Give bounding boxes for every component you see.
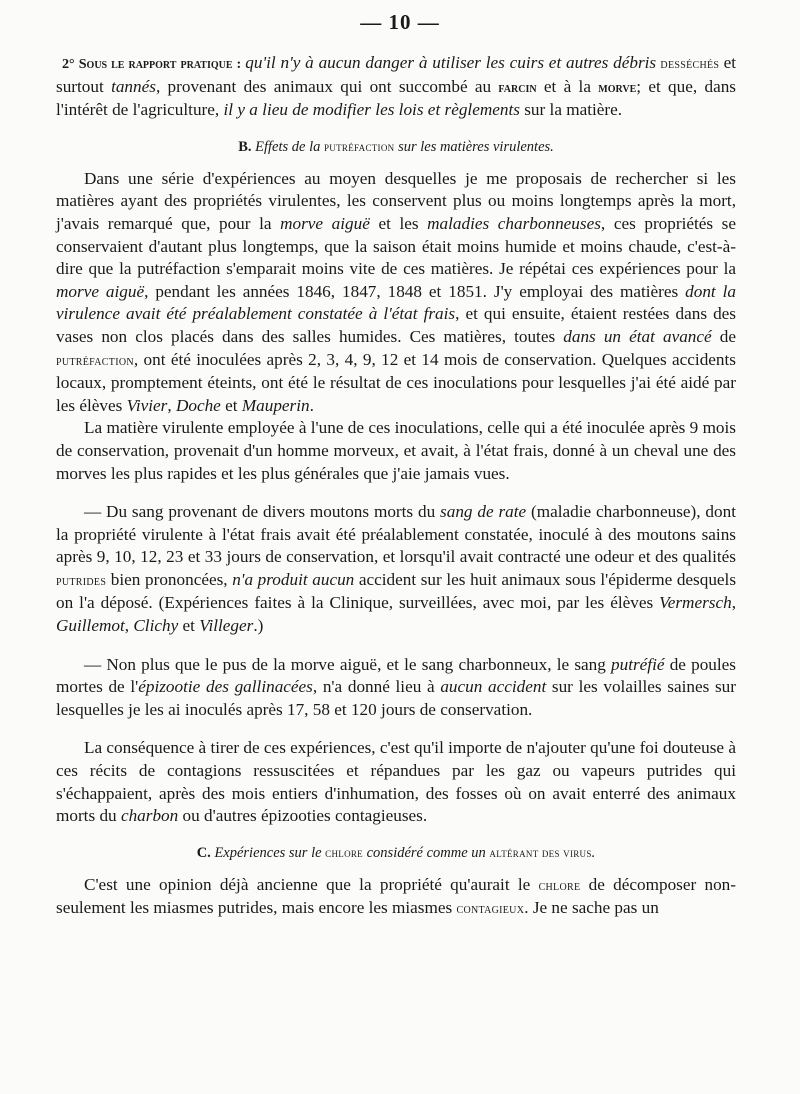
- para5-text-4: sur les volailles saines sur lesquelles je les ai inoculés après 17, 58 et 120 jours de conservation.: [56, 677, 736, 719]
- para5-text-3: , n'a donné lieu à: [312, 677, 441, 697]
- para2-text-6: de: [711, 326, 736, 346]
- para7-text-3: . Je ne sache pas un: [524, 898, 659, 918]
- section-c-post: .: [591, 844, 596, 861]
- para7-smallcaps-1: chlore: [538, 877, 581, 894]
- para1-text4: ; et que, dans l'intérêt de l'agriculture,: [56, 76, 736, 120]
- para4-text-5: ,: [731, 593, 736, 613]
- para1-lead: 2° Sous le rapport pratique :: [62, 56, 246, 72]
- para4-text-3: bien prononcées,: [106, 569, 233, 589]
- para4-italic-6: Villeger: [199, 616, 254, 636]
- para1-text2: , provenant des animaux qui ont succombé au: [155, 76, 499, 96]
- para1-italic1: qu'il n'y à aucun danger à utiliser les cuirs et autres débris: [245, 53, 657, 72]
- para2-italic-1: morve aiguë: [280, 213, 370, 233]
- para2-text-4: , pendant les années 1846, 1847, 1848 et 1851. J'y employai des matières: [144, 281, 686, 301]
- para6-italic-1: charbon: [120, 806, 179, 826]
- para4-smallcaps-1: putrides: [56, 572, 107, 589]
- paragraph-putrefaction-experiments: [56, 168, 736, 418]
- para7-text-1: C'est une opinion déjà ancienne que la propriété qu'aurait le: [84, 874, 539, 894]
- para2-italic-7: Doche: [175, 395, 221, 415]
- para2-text-10: .: [309, 395, 314, 415]
- para6-text-2: ou d'autres épizooties contagieuses.: [178, 806, 428, 826]
- para4-italic-4: Guillemot: [56, 616, 125, 636]
- para2-italic-5: dans un état avancé: [563, 326, 712, 346]
- para1-italic2: tannés: [111, 76, 156, 96]
- para5-text-2: de poules mortes de l': [56, 654, 736, 697]
- para5-text-1: — Non plus que le pus de la morve aiguë, et le sang charbonneux, le sang: [84, 654, 612, 674]
- paragraph-chlorine: [56, 874, 736, 921]
- para1-smallcaps2: farcin: [498, 79, 537, 96]
- para1-text5: sur la matière.: [519, 100, 623, 120]
- para4-text-7: et: [178, 616, 200, 636]
- para5-italic-2: épizootie des gallinacées: [138, 677, 313, 697]
- para5-italic-3: aucun accident: [440, 677, 547, 697]
- paragraph-practical-conclusion: [56, 52, 736, 122]
- section-c-label: C.: [196, 844, 211, 861]
- para1-italic3: il y a lieu de modifier les lois et règlements: [223, 100, 520, 120]
- para6-text-1: La conséquence à tirer de ces expériences, c'est qu'il importe de n'ajouter qu'une foi douteuse à ces récits de contagions ressuscitées et répandues par les gaz ou vapeurs putrides qui s'échappaient, après des mois entiers d'inhumation, des fosses où on avait enterré des animaux morts du: [56, 738, 736, 826]
- para1-smallcaps3: morve: [598, 79, 637, 96]
- para7-smallcaps-2: contagieux: [456, 901, 525, 918]
- para1-smallcaps1: desséchés: [656, 56, 724, 72]
- para4-text-6: ,: [124, 616, 134, 636]
- para2-italic-6: Vivier: [126, 395, 168, 415]
- paragraph-consequence: [56, 737, 736, 827]
- page-number: — 10 —: [360, 10, 440, 34]
- para4-text-8: .): [253, 616, 264, 636]
- page-body: [56, 52, 736, 921]
- para4-italic-2: n'a produit aucun: [232, 569, 355, 589]
- paragraph-poultry: [56, 654, 736, 722]
- section-b-label: B.: [238, 138, 252, 155]
- para2-italic-8: Mauperin: [241, 395, 310, 415]
- section-c-mid: considéré comme un: [362, 844, 490, 861]
- para2-italic-4: dont la virulence avait été préalablement constatée à l'état frais: [56, 281, 736, 324]
- section-b-post: sur les matières virulentes.: [394, 138, 554, 155]
- section-b-heading: [56, 134, 736, 160]
- paragraph-virulent-matter: La matière virulente employée à l'une de ces inoculations, celle qui a été inoculée après 9 mois de conservation, provenait d'un homme morveux, et avait, à l'état frais, donné à un cheval une des morves les plus rapides et les plus générales que j'aie jamais vues.: [56, 418, 736, 483]
- para2-smallcaps-1: putréfaction: [56, 352, 134, 369]
- para2-text-1: Dans une série d'expériences au moyen desquelles je me proposais de rechercher si les matières ayant des propriétés virulentes, les conservent plus ou moins longtemps après la mort, j'avais remarqué que, pour la: [56, 168, 736, 233]
- para2-text-8: ,: [167, 395, 176, 415]
- para2-text-2: et les: [369, 213, 428, 233]
- para2-italic-3: morve aiguë: [56, 281, 145, 301]
- section-c-smallcaps-2: altérant des virus: [489, 845, 592, 860]
- para5-italic-1: putréfié: [611, 654, 665, 674]
- para2-text-3: , ces propriétés se conservaient d'autant plus longtemps, que la saison était moins humide et moins chaude, c'est-à-dire que la putréfaction s'emparait moins vite de ces matières. Je répétai ces expériences pour la: [56, 213, 737, 279]
- section-c-pre: Expériences sur le: [210, 844, 326, 861]
- para7-text-2: de décomposer non-seulement les miasmes putrides, mais encore les miasmes: [56, 874, 736, 918]
- para4-italic-1: sang de rate: [440, 502, 527, 522]
- para4-italic-3: Vermersch: [659, 593, 732, 613]
- para4-italic-5: Clichy: [133, 616, 179, 636]
- section-b-smallcaps: putréfaction: [324, 139, 395, 154]
- section-c-smallcaps-1: chlore: [325, 845, 363, 860]
- section-b-pre: Effets de la: [251, 138, 324, 155]
- para1-text1: et surtout: [56, 53, 736, 96]
- para4-text-4: accident sur les huit animaux sous l'épiderme desquels on l'a déposé. (Expériences faites à la Clinique, surveillées, avec moi, par les élèves: [56, 569, 737, 613]
- para4-text-1: — Du sang provenant de divers moutons morts du: [84, 502, 441, 522]
- para2-text-7: , ont été inoculées après 2, 3, 4, 9, 12 et 14 mois de conservation. Quelques accidents locaux, promptement éteints, ont été le résultat de ces inoculations pour lesquelles j'ai été aidé par les élèves: [56, 349, 736, 415]
- paragraph-sheep-blood: [56, 501, 736, 638]
- para4-text-2: (maladie charbonneuse), dont la propriété virulente à l'état frais avait été préalablement constatée, inoculé à des moutons sains après 9, 10, 12, 23 et 33 jours de conservation, et lorsqu'il avait contracté une odeur et des qualités: [56, 502, 736, 567]
- para2-italic-2: maladies charbonneuses: [427, 213, 601, 233]
- para1-text3: et à la: [536, 76, 599, 96]
- para2-text-5: , et qui ensuite, étaient restées dans des vases non clos placés dans des salles humides. Ces matières, toutes: [56, 304, 736, 346]
- para2-text-9: et: [220, 395, 242, 415]
- section-c-heading: [56, 840, 736, 866]
